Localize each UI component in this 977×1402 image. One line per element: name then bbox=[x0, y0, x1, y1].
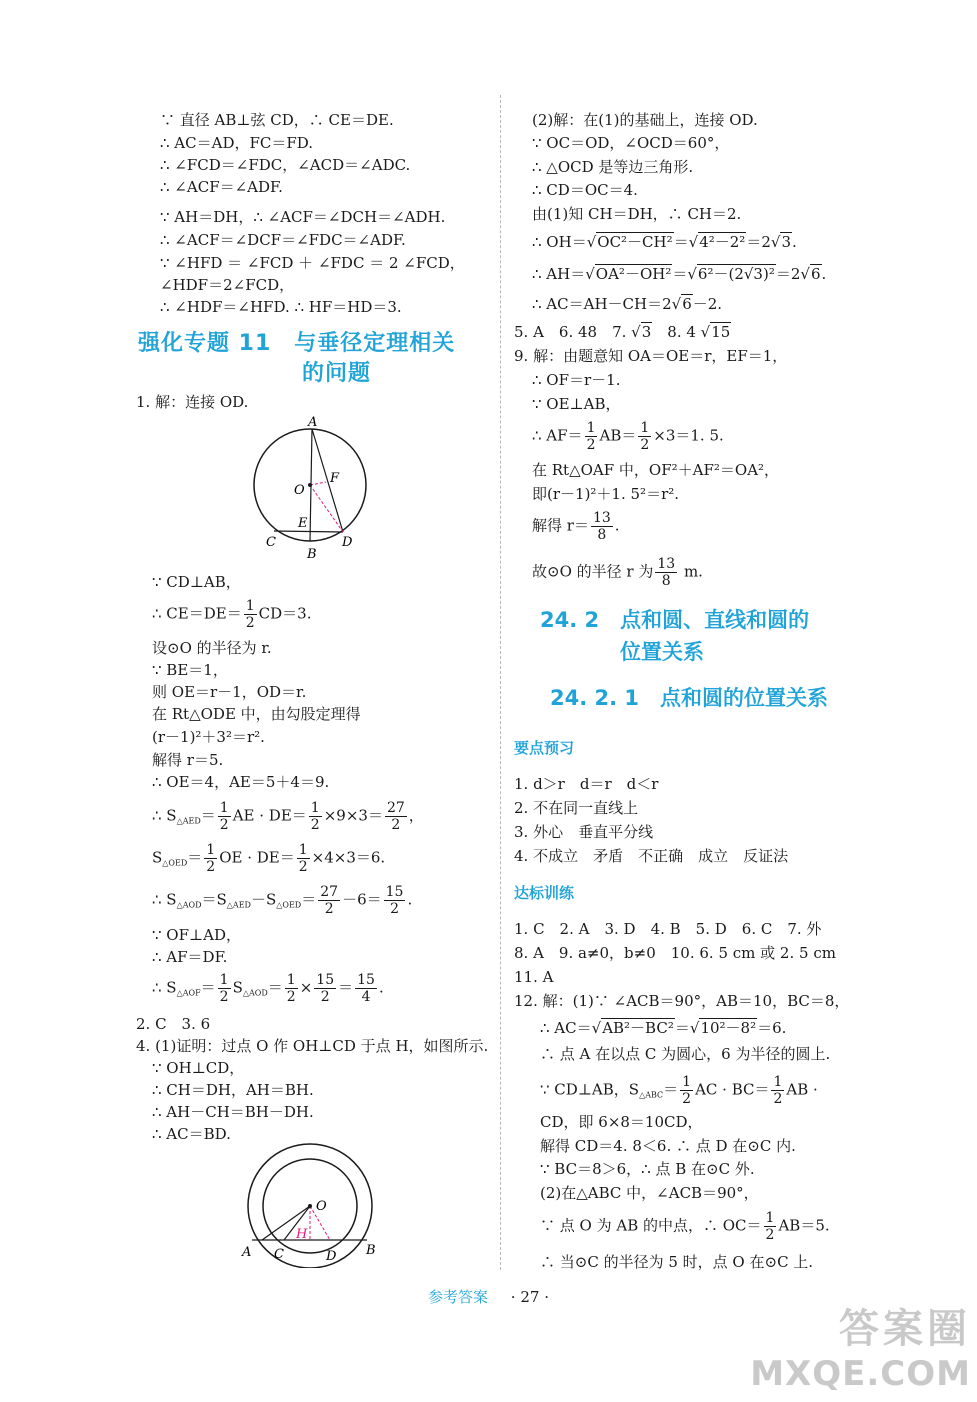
text-line: ∵ CD⊥AB， bbox=[152, 573, 241, 591]
text-line: 解得 CD＝4. 8＜6. ∴ 点 D 在⊙C 内. bbox=[540, 1137, 796, 1155]
list-item: 1. d＞r d＝r d＜r bbox=[514, 775, 659, 793]
watermark-text: 答案圈 bbox=[839, 1306, 971, 1352]
text-line: 2. C 3. 6 bbox=[136, 1015, 211, 1033]
text-line: ∴ ∠FCD＝∠FDC，∠ACD＝∠ADC. bbox=[160, 156, 411, 174]
formula-line: ∴ $S_{\triangle AOF}=$ $\frac{1}{2}$ $S_{\triangle AOD}=$ $\frac{1}{2}$ × $\frac{15}{2}$ ＝ $\frac{15}{4}$ . bbox=[152, 972, 384, 1005]
text-line: ∵ OC＝OD，∠OCD＝60°， bbox=[532, 134, 730, 152]
text-line: 则 OE＝r－1，OD＝r. bbox=[152, 683, 307, 701]
section-title-24-2-continued: 位置关系 bbox=[620, 640, 704, 664]
text-line: ∴ AH－CH＝BH－DH. bbox=[152, 1103, 314, 1121]
text-line: ∴ AF＝DF. bbox=[152, 948, 228, 966]
text-line: ∵ OH⊥CD， bbox=[152, 1059, 245, 1077]
topic-title-continued: 的问题 bbox=[302, 361, 372, 386]
text-line: ∵ ∠HFD ＝ ∠FCD ＋ ∠FDC ＝ 2 ∠FCD， bbox=[160, 254, 465, 272]
label-E: E bbox=[298, 516, 308, 531]
text-line: ∵ AH＝DH，∴ ∠ACF＝∠DCH＝∠ADH. bbox=[160, 208, 446, 226]
text-line: ∴ OE＝4，AE＝5＋4＝9. bbox=[152, 773, 330, 791]
formula-line: ∴ AC＝AH－CH＝2√6－2. bbox=[532, 295, 723, 313]
label-A: A bbox=[242, 1245, 252, 1260]
text-line: ∴ 点 A 在以点 C 为圆心，6 为半径的圆上. bbox=[540, 1045, 831, 1063]
text-line: CD，即 6×8＝10CD， bbox=[540, 1113, 703, 1131]
formula-line: 解得 r＝ $\frac{13}{8}$ . bbox=[532, 510, 620, 543]
text-line: ∵ OF⊥AD， bbox=[152, 926, 241, 944]
topic-title: 强化专题 11 与垂径定理相关 bbox=[138, 331, 456, 356]
text-line: ∵ BE＝1， bbox=[152, 661, 228, 679]
label-O: O bbox=[316, 1199, 327, 1214]
formula-line: 故⊙O 的半径 r 为 $\frac{13}{8}$ m. bbox=[532, 556, 703, 589]
fraction: $\frac{1}{2}$ bbox=[245, 598, 255, 631]
text-line: ∴ ∠HDF＝∠HFD. ∴ HF＝HD＝3. bbox=[160, 298, 402, 316]
section-title-24-2: 24. 2 点和圆、直线和圆的 bbox=[540, 608, 810, 632]
text-line: 即(r－1)²＋1. 5²＝r². bbox=[532, 485, 680, 503]
label-H: H bbox=[296, 1227, 308, 1242]
watermark-logo bbox=[750, 1297, 971, 1394]
text-line: 4. (1)证明：过点 O 作 OH⊥CD 于点 H，如图所示. bbox=[136, 1037, 489, 1055]
text-line: 解得 r＝5. bbox=[152, 751, 224, 769]
list-item: 3. 外心 垂直平分线 bbox=[514, 823, 654, 841]
formula-line: ∵ 点 O 为 AB 的中点，∴ OC＝ $\frac{1}{2}$ AB＝5. bbox=[540, 1210, 830, 1243]
formula-line: ∵ CD⊥AB，$S_{\triangle ABC}=$ $\frac{1}{2}$ AC · BC＝ $\frac{1}{2}$ AB · bbox=[540, 1074, 818, 1107]
column-divider bbox=[500, 95, 501, 1270]
formula-line: $S_{\triangle OED}=$ $\frac{1}{2}$ OE · DE＝ $\frac{1}{2}$ ×4×3＝6. bbox=[152, 842, 386, 875]
list-item: 2. 不在同一直线上 bbox=[514, 799, 639, 817]
list-item: 8. A 9. a≠0，b≠0 10. 6. 5 cm 或 2. 5 cm bbox=[514, 944, 836, 962]
text-line: 在 Rt△ODE 中，由勾股定理得 bbox=[152, 705, 361, 723]
concentric-circles-figure bbox=[232, 1142, 392, 1268]
text-line: ∴ OF＝r－1. bbox=[532, 371, 621, 389]
list-item: 1. C 2. A 3. D 4. B 5. D 6. C 7. 外 bbox=[514, 920, 822, 938]
text-line: (r－1)²＋3²＝r². bbox=[152, 728, 265, 746]
formula-line: ∴ AF＝ $\frac{1}{2}$ AB＝ $\frac{1}{2}$ ×3＝1. 5. bbox=[532, 420, 724, 453]
page-number: · 27 · bbox=[510, 1288, 549, 1306]
label-B: B bbox=[366, 1243, 376, 1258]
text-line: 设⊙O 的半径为 r. bbox=[152, 639, 272, 657]
question-1-head: 1. 解：连接 OD. bbox=[136, 393, 249, 411]
text-line: 9. 解：由题意知 OA＝OE＝r，EF＝1， bbox=[514, 347, 788, 365]
text-line: ∴ 当⊙C 的半径为 5 时，点 O 在⊙C 上. bbox=[540, 1253, 814, 1271]
text-line: ∴ CD＝OC＝4. bbox=[532, 181, 638, 199]
text-line: ∴ CH＝DH，AH＝BH. bbox=[152, 1081, 314, 1099]
formula-line: ∴ CE＝DE＝ $\frac{1}{2}$ CD＝3. bbox=[152, 598, 312, 631]
label-C: C bbox=[274, 1247, 284, 1262]
text-line: ∵ BC＝8＞6，∴ 点 B 在⊙C 外. bbox=[540, 1160, 755, 1178]
text-line: (2)解：在(1)的基础上，连接 OD. bbox=[532, 111, 758, 129]
formula-line: ∴ OH＝√OC²－CH²＝√4²－2²＝2√3. bbox=[532, 233, 797, 251]
text-line: ∴ AC＝BD. bbox=[152, 1125, 231, 1143]
text-line: 在 Rt△OAF 中，OF²＋AF²＝OA²， bbox=[532, 461, 780, 479]
formula-line: ∴ $S_{\triangle AOD}=S_{\triangle AED}-S_{\triangle OED}=$ $\frac{27}{2}$ －6＝ $\frac{15}{2}$ . bbox=[152, 884, 413, 917]
text-line: ∴ △OCD 是等边三角形. bbox=[532, 158, 694, 176]
label-O: O bbox=[294, 483, 305, 498]
section-title-24-2-1: 24. 2. 1 点和圆的位置关系 bbox=[550, 686, 829, 710]
text-line: (2)在△ABC 中，∠ACB＝90°， bbox=[540, 1184, 759, 1202]
formula-line: ∴ AH＝√OA²－OH²＝√6²－(2√3)²＝2√6. bbox=[532, 265, 827, 283]
watermark-url: MXQE.COM bbox=[750, 1354, 971, 1394]
label-D: D bbox=[326, 1249, 337, 1264]
page-footer bbox=[428, 1286, 549, 1307]
circle-figure-1 bbox=[250, 412, 380, 564]
label-A: A bbox=[308, 415, 318, 430]
label-C: C bbox=[266, 535, 276, 550]
text-line: 由(1)知 CH＝DH，∴ CH＝2. bbox=[532, 205, 742, 223]
answers-5-8: 5. A 6. 48 7. √3 8. 4 √15 bbox=[514, 323, 731, 341]
training-title: 达标训练 bbox=[514, 884, 575, 902]
formula-line: ∴ AC＝√AB²－BC²＝√10²－8²＝6. bbox=[540, 1019, 787, 1037]
list-item: 11. A bbox=[514, 968, 554, 986]
text-line: 12. 解：(1)∵ ∠ACB＝90°，AB＝10，BC＝8， bbox=[514, 992, 850, 1010]
text-line: ∵ 直径 AB⊥弦 CD，∴ CE＝DE. bbox=[160, 111, 394, 129]
text-line: ∴ ∠ACF＝∠ADF. bbox=[160, 178, 283, 196]
label-F: F bbox=[330, 471, 340, 486]
label-B: B bbox=[307, 547, 317, 562]
text-line: ∴ ∠ACF＝∠DCF＝∠FDC＝∠ADF. bbox=[160, 231, 406, 249]
text-line: ∵ OE⊥AB， bbox=[532, 395, 621, 413]
formula-line: ∴ $S_{\triangle AED}=$ $\frac{1}{2}$ AE · DE＝ $\frac{1}{2}$ ×9×3＝ $\frac{27}{2}$ ， bbox=[152, 800, 424, 833]
list-item: 4. 不成立 矛盾 不正确 成立 反证法 bbox=[514, 847, 789, 865]
text-line: ∠HDF＝2∠FCD， bbox=[160, 276, 295, 294]
preview-title: 要点预习 bbox=[514, 739, 575, 757]
footer-label: 参考答案 bbox=[428, 1288, 489, 1306]
label-D: D bbox=[342, 535, 353, 550]
text-line: ∴ AC＝AD，FC＝FD. bbox=[160, 134, 314, 152]
